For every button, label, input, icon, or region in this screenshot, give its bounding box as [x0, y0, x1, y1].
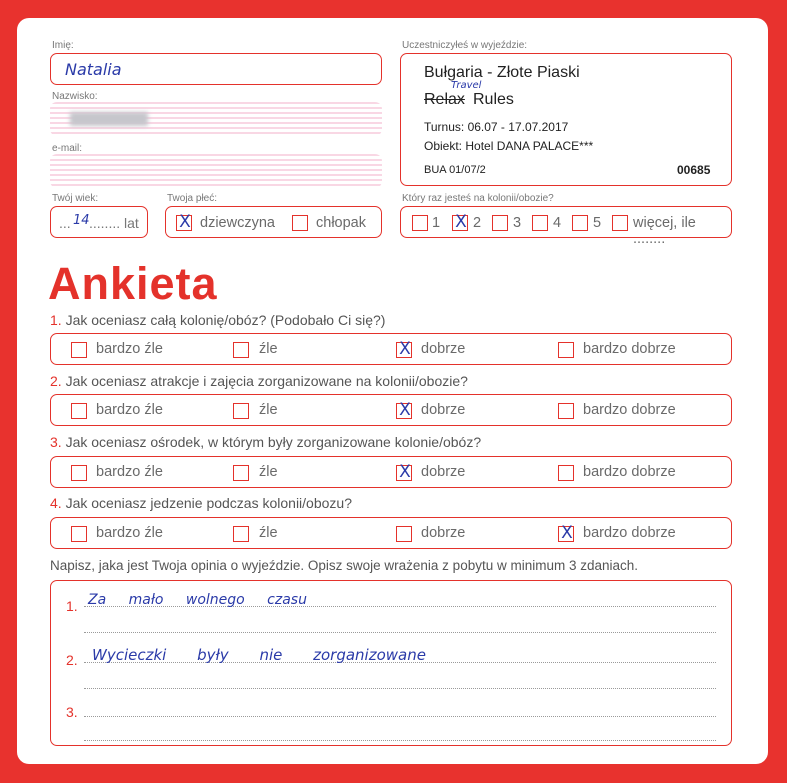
age-value: 14 [73, 213, 90, 228]
opinion-line-2-number: 2. [66, 652, 78, 668]
q2-option-very-good: bardzo dobrze [583, 402, 676, 418]
email-label: e-mail: [52, 143, 83, 154]
q2-option-very-bad: bardzo źle [96, 402, 163, 418]
question-4-number: 4. [50, 495, 62, 511]
trip-code: BUA 01/07/2 [424, 164, 486, 176]
q2-option-bad: źle [259, 402, 278, 418]
q3-checkbox-very-bad[interactable] [71, 465, 87, 481]
times-checkbox-5[interactable] [572, 215, 588, 231]
q3-checkbox-very-good[interactable] [558, 465, 574, 481]
times-option-1: 1 [432, 215, 441, 231]
q3-option-very-bad: bardzo źle [96, 464, 163, 480]
question-3 [50, 434, 481, 450]
times-option-2: 2 [473, 215, 482, 231]
question-2-number: 2. [50, 373, 62, 389]
check-mark: X [399, 462, 411, 482]
times-checkbox-2[interactable] [452, 212, 468, 232]
question-1-text: Jak oceniasz całą kolonię/obóz? (Podobało Ci się?) [65, 312, 386, 328]
name-field[interactable] [50, 53, 382, 85]
q1-option-bad: źle [259, 341, 278, 357]
answer-row-4 [50, 517, 732, 549]
answer-row-3 [50, 456, 732, 488]
email-field[interactable] [50, 154, 382, 188]
q4-option-very-bad: bardzo źle [96, 525, 163, 541]
times-option-3: 3 [513, 215, 522, 231]
q3-checkbox-bad[interactable] [233, 465, 249, 481]
question-1 [50, 312, 385, 328]
times-option-more: więcej, ile ........ [633, 215, 696, 247]
q2-checkbox-good[interactable] [396, 400, 412, 420]
q3-checkbox-good[interactable] [396, 462, 412, 482]
times-checkbox-4[interactable] [532, 215, 548, 231]
opinion-line-1-number: 1. [66, 598, 78, 614]
q4-checkbox-very-good[interactable] [558, 523, 574, 543]
surname-blur [70, 112, 148, 126]
trip-brand-suffix: Rules [473, 91, 514, 108]
question-2-text: Jak oceniasz atrakcje i zajęcia zorganizowane na kolonii/obozie? [65, 373, 468, 389]
q1-checkbox-good[interactable] [396, 339, 412, 359]
question-3-text: Jak oceniasz ośrodek, w którym były zorganizowane kolonie/obóz? [65, 434, 482, 450]
q3-option-bad: źle [259, 464, 278, 480]
opinion-line-1-text: Za mało wolnego czasu [88, 592, 307, 608]
gender-label: Twoja płeć: [167, 193, 218, 204]
age-field[interactable] [50, 206, 148, 238]
q1-checkbox-bad[interactable] [233, 342, 249, 358]
opinion-rule [84, 632, 716, 633]
trip-object: Obiekt: Hotel DANA PALACE*** [424, 139, 594, 153]
question-3-number: 3. [50, 434, 62, 450]
opinion-line-2-text: Wycieczki były nie zorganizowane [92, 646, 426, 664]
q1-option-very-bad: bardzo źle [96, 341, 163, 357]
q1-checkbox-very-good[interactable] [558, 342, 574, 358]
question-4-text: Jak oceniasz jedzenie podczas kolonii/obozu? [65, 495, 352, 511]
opinion-prompt: Napisz, jaka jest Twoja opinia o wyjeździe. Opisz swoje wrażenia z pobytu w minimum 3 zdaniach. [50, 558, 639, 573]
q2-checkbox-very-good[interactable] [558, 403, 574, 419]
q4-option-good: dobrze [421, 525, 466, 541]
q3-option-very-good: bardzo dobrze [583, 464, 676, 480]
question-1-number: 1. [50, 312, 62, 328]
trip-box [400, 53, 732, 186]
gender-checkbox-girl[interactable] [176, 212, 192, 232]
trip-brand-correction: Travel [451, 80, 482, 91]
check-mark: X [399, 400, 411, 420]
age-label: Twój wiek: [52, 193, 99, 204]
q2-checkbox-very-bad[interactable] [71, 403, 87, 419]
check-mark: X [179, 212, 191, 232]
trip-destination: Bułgaria - Złote Piaski [424, 64, 580, 81]
times-checkbox-1[interactable] [412, 215, 428, 231]
gender-option-girl: dziewczyna [200, 215, 275, 231]
check-mark: X [399, 339, 411, 359]
opinion-line-3-number: 3. [66, 704, 78, 720]
trip-brand-struck: Relax [424, 91, 465, 108]
question-2 [50, 373, 468, 389]
q4-option-very-good: bardzo dobrze [583, 525, 676, 541]
age-suffix: ........ lat [89, 215, 139, 231]
trip-number: 00685 [677, 163, 711, 177]
gender-field [165, 206, 382, 238]
gender-checkbox-boy[interactable] [292, 215, 308, 231]
q2-option-good: dobrze [421, 402, 466, 418]
q4-option-bad: źle [259, 525, 278, 541]
survey-title: Ankieta [48, 258, 218, 309]
times-checkbox-3[interactable] [492, 215, 508, 231]
times-checkbox-more[interactable] [612, 215, 628, 231]
opinion-rule [84, 688, 716, 689]
age-prefix: ... [59, 215, 71, 231]
q3-option-good: dobrze [421, 464, 466, 480]
answer-row-1 [50, 333, 732, 365]
question-4 [50, 495, 352, 511]
gender-option-boy: chłopak [316, 215, 366, 231]
check-mark: X [455, 212, 467, 232]
opinion-line-3-rule [84, 716, 716, 717]
trip-label: Uczestniczyłeś w wyjeździe: [402, 40, 528, 51]
times-label: Który raz jesteś na kolonii/obozie? [402, 193, 554, 204]
q1-option-good: dobrze [421, 341, 466, 357]
q4-checkbox-very-bad[interactable] [71, 526, 87, 542]
check-mark: X [561, 523, 573, 543]
times-option-5: 5 [593, 215, 602, 231]
q2-checkbox-bad[interactable] [233, 403, 249, 419]
answer-row-2 [50, 394, 732, 426]
name-value: Natalia [65, 60, 122, 79]
q1-option-very-good: bardzo dobrze [583, 341, 676, 357]
times-option-4: 4 [553, 215, 562, 231]
trip-turnus: Turnus: 06.07 - 17.07.2017 [424, 120, 569, 134]
q4-checkbox-good[interactable] [396, 526, 412, 542]
q4-checkbox-bad[interactable] [233, 526, 249, 542]
opinion-rule [84, 740, 716, 741]
name-label: Imię: [52, 40, 74, 51]
q1-checkbox-very-bad[interactable] [71, 342, 87, 358]
surname-label: Nazwisko: [52, 91, 98, 102]
times-field [400, 206, 732, 247]
